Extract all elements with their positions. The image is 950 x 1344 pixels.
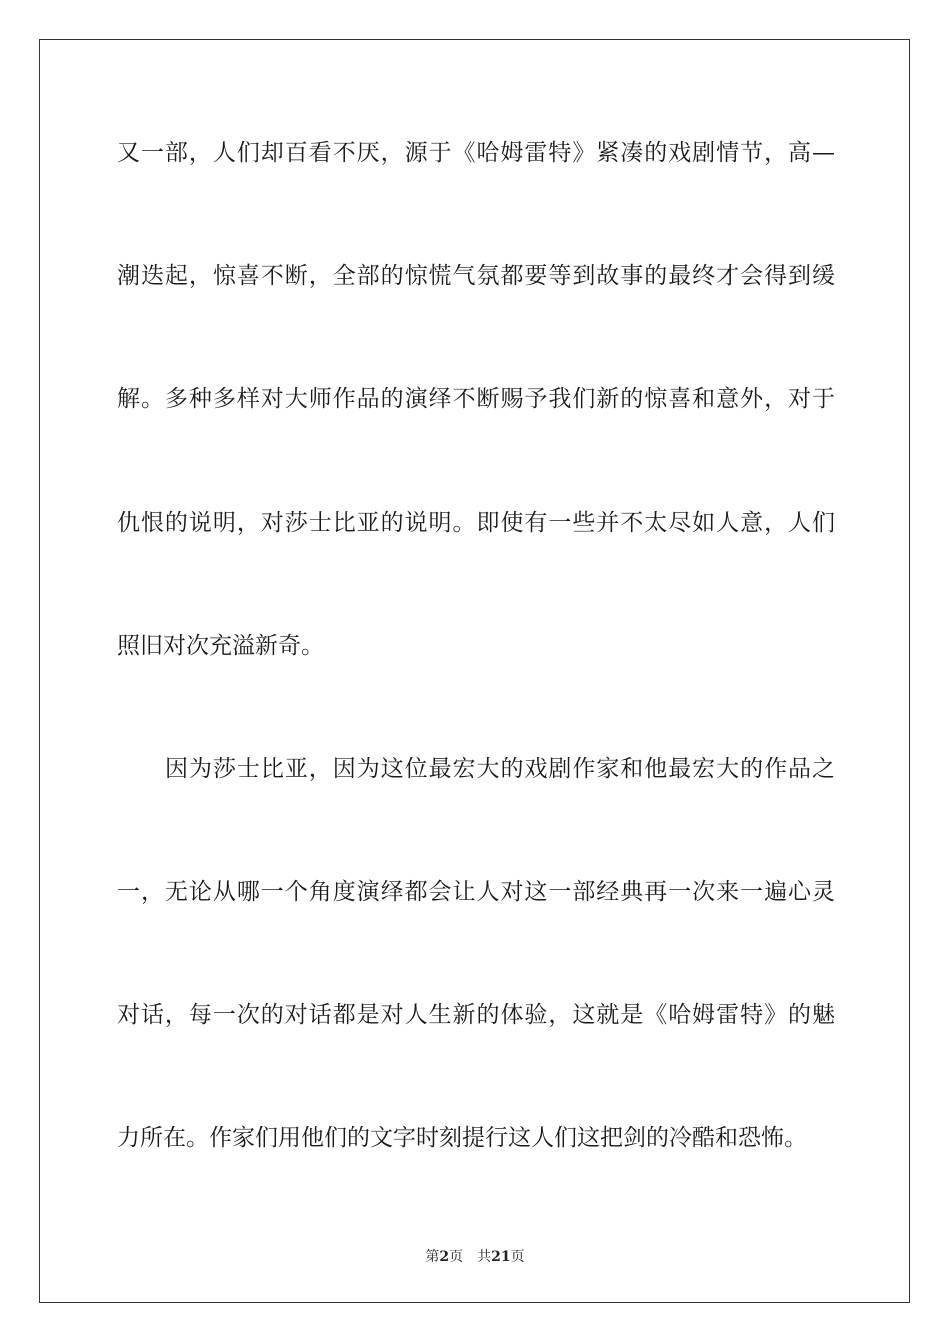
paragraph-line: 对话，每一次的对话都是对人生新的体验，这就是《哈姆雷特》的魅	[117, 1002, 835, 1028]
paragraph-line: 力所在。作家们用他们的文字时刻提行这人们这把剑的冷酷和恐怖。	[117, 1125, 807, 1151]
paragraph-line: 潮迭起，惊喜不断，全部的惊慌气氛都要等到故事的最终才会得到缓	[117, 263, 835, 289]
page-suffix: 页	[449, 1249, 464, 1265]
total-prefix: 共	[477, 1249, 492, 1265]
page-footer	[0, 1248, 950, 1266]
page-number: 2	[439, 1249, 450, 1265]
paragraph-line: 一，无论从哪一个角度演绎都会让人对这一部经典再一次来一遍心灵	[117, 879, 835, 905]
paragraph-line: 解。多种多样对大师作品的演绎不断赐予我们新的惊喜和意外，对于	[117, 386, 835, 412]
paragraph-line: 又一部，人们却百看不厌，源于《哈姆雷特》紧凑的戏剧情节，高—	[117, 140, 835, 166]
total-suffix: 页	[510, 1249, 525, 1265]
paragraph-line: 因为莎士比亚，因为这位最宏大的戏剧作家和他最宏大的作品之	[165, 756, 835, 782]
paragraph-line: 仇恨的说明，对莎士比亚的说明。即使有一些并不太尽如人意，人们	[117, 510, 835, 536]
paragraph-line: 照旧对次充溢新奇。	[117, 633, 324, 659]
total-pages: 21	[491, 1249, 511, 1265]
page-border	[39, 39, 910, 1303]
page-prefix: 第	[425, 1249, 440, 1265]
